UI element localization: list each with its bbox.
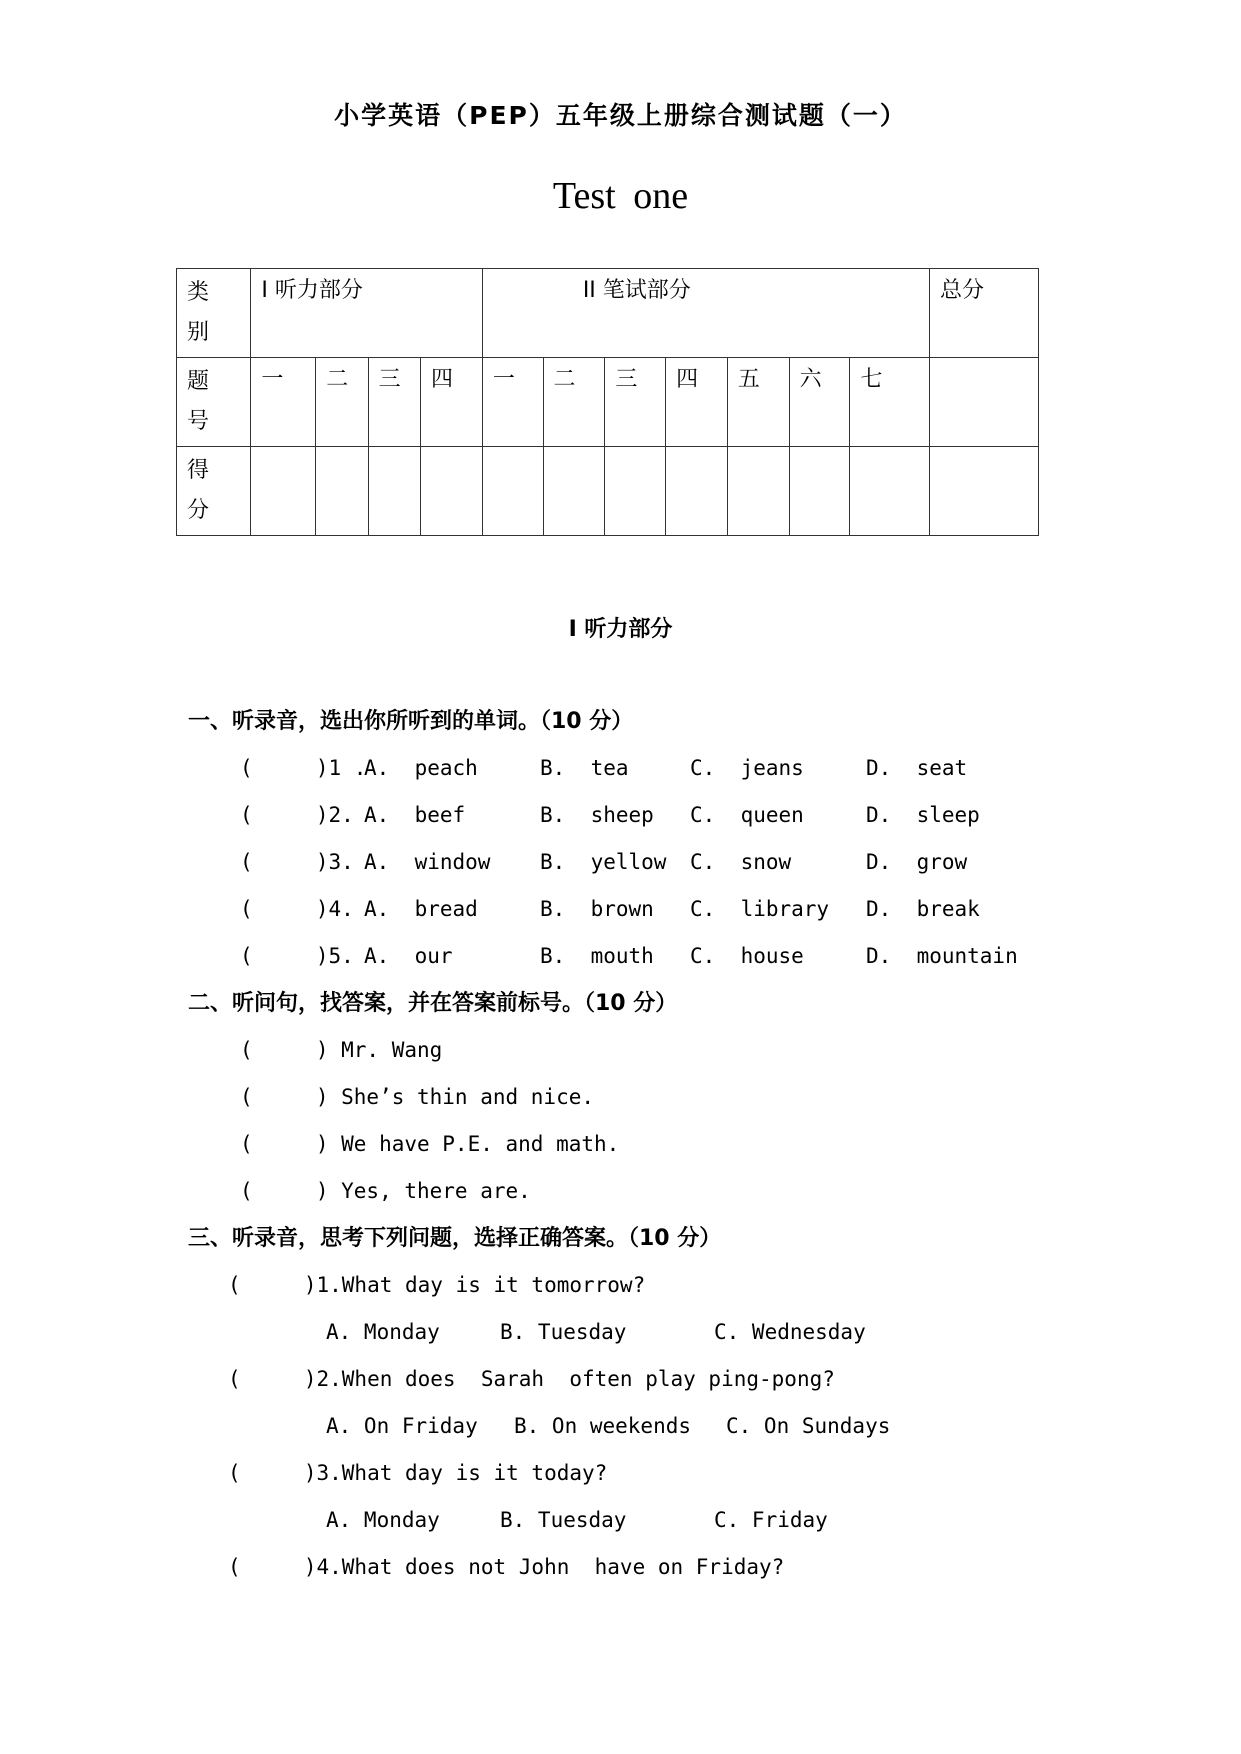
part2-answer[interactable]: ( ) Mr. Wang: [240, 1038, 443, 1062]
part2-title: 二、听问句，找答案，并在答案前标号。（10 分）: [188, 991, 678, 1016]
score-cell[interactable]: [605, 447, 666, 536]
option-b: B. Tuesday: [500, 1508, 627, 1532]
option-a: A. Monday: [326, 1320, 440, 1344]
option-d: D. break: [866, 897, 980, 921]
writing-number-cell: 六: [789, 358, 850, 447]
writing-number-cell: 五: [727, 358, 789, 447]
listening-number-cell: 四: [420, 358, 482, 447]
item-number[interactable]: ( )3.: [240, 850, 354, 874]
option-d: D. seat: [866, 756, 968, 780]
total-label: 总分: [939, 278, 984, 303]
writing-header-cell: [482, 269, 929, 358]
score-cell[interactable]: [666, 447, 728, 536]
part3-title: 三、听录音，思考下列问题，选择正确答案。（10 分）: [188, 1226, 722, 1251]
score-cell[interactable]: [482, 447, 543, 536]
item-number[interactable]: ( )1 .: [240, 756, 367, 780]
option-c: C. queen: [690, 803, 804, 827]
listening-header-cell: [251, 269, 482, 358]
option-a: A. Monday: [326, 1508, 440, 1532]
option-a: A. bread: [364, 897, 478, 921]
item-number[interactable]: ( )5.: [240, 944, 354, 968]
page-title: 小学英语（PEP）五年级上册综合测试题（一）: [334, 101, 907, 130]
total-score-cell[interactable]: [929, 358, 1038, 447]
option-a: A. our: [364, 944, 453, 968]
part3-question[interactable]: ( )4.What does not John have on Friday?: [228, 1555, 785, 1579]
part1-title: 一、听录音，选出你所听到的单词。（10 分）: [188, 709, 634, 734]
part2-answer[interactable]: ( ) We have P.E. and math.: [240, 1132, 620, 1156]
score-cell[interactable]: [368, 447, 420, 536]
question-label: 题号: [187, 369, 210, 434]
writing-label: II 笔试部分: [582, 278, 691, 303]
listening-number-cell: 二: [316, 358, 368, 447]
option-a: A. On Friday: [326, 1414, 478, 1438]
writing-number-cell: 一: [482, 358, 543, 447]
score-cell[interactable]: [929, 447, 1038, 536]
writing-number-cell: 四: [666, 358, 728, 447]
option-b: B. yellow: [540, 850, 667, 874]
score-cell[interactable]: [727, 447, 789, 536]
part2-answer[interactable]: ( ) Yes, there are.: [240, 1179, 531, 1203]
score-label: 得分: [187, 458, 210, 523]
option-c: C. jeans: [690, 756, 804, 780]
writing-number-cell: 七: [850, 358, 930, 447]
option-b: B. Tuesday: [500, 1320, 627, 1344]
item-number[interactable]: ( )4.: [240, 897, 354, 921]
part3-question[interactable]: ( )3.What day is it today?: [228, 1461, 608, 1485]
option-d: D. sleep: [866, 803, 980, 827]
option-c: C. On Sundays: [726, 1414, 891, 1438]
option-b: B. On weekends: [514, 1414, 692, 1438]
option-a: A. beef: [364, 803, 466, 827]
option-d: D. mountain: [866, 944, 1018, 968]
part3-question[interactable]: ( )1.What day is it tomorrow?: [228, 1273, 646, 1297]
score-table: [176, 268, 1039, 536]
option-c: C. library: [690, 897, 830, 921]
option-c: C. house: [690, 944, 804, 968]
category-label: 类别: [187, 280, 210, 345]
category-label-cell: [177, 269, 251, 358]
listening-number-cell: 三: [368, 358, 420, 447]
option-c: C. snow: [690, 850, 792, 874]
total-header-cell: [929, 269, 1038, 358]
score-cell[interactable]: [850, 447, 930, 536]
writing-number-cell: 二: [543, 358, 605, 447]
option-c: C. Wednesday: [714, 1320, 866, 1344]
part3-question[interactable]: ( )2.When does Sarah often play ping-pong?: [228, 1367, 835, 1391]
score-cell[interactable]: [316, 447, 368, 536]
listening-number-cell: 一: [251, 358, 316, 447]
page-subtitle: Test one: [552, 175, 689, 217]
item-number[interactable]: ( )2.: [240, 803, 354, 827]
option-a: A. window: [364, 850, 491, 874]
listening-label: I 听力部分: [261, 278, 363, 303]
option-b: B. mouth: [540, 944, 654, 968]
option-c: C. Friday: [714, 1508, 828, 1532]
writing-number-cell: 三: [605, 358, 666, 447]
score-label-cell: [177, 447, 251, 536]
score-cell[interactable]: [420, 447, 482, 536]
question-label-cell: [177, 358, 251, 447]
option-b: B. brown: [540, 897, 654, 921]
part2-answer[interactable]: ( ) She’s thin and nice.: [240, 1085, 595, 1109]
option-b: B. sheep: [540, 803, 654, 827]
score-cell[interactable]: [543, 447, 605, 536]
score-cell[interactable]: [789, 447, 850, 536]
option-b: B. tea: [540, 756, 629, 780]
section-heading: I 听力部分: [568, 617, 673, 642]
option-d: D. grow: [866, 850, 968, 874]
score-cell[interactable]: [251, 447, 316, 536]
option-a: A. peach: [364, 756, 478, 780]
